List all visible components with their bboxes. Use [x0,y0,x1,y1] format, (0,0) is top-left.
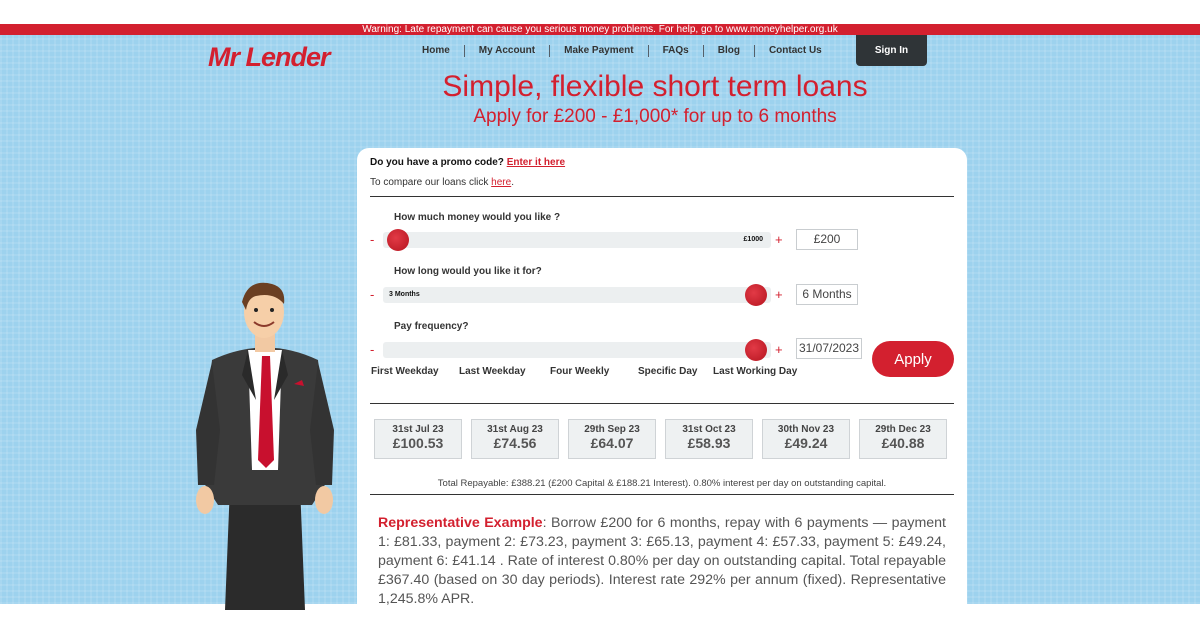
compare-suffix: . [511,177,514,188]
term-decrease-button[interactable]: - [370,287,375,302]
amount-max-label: £1000 [743,236,763,243]
payment-amount: £64.07 [590,435,634,451]
enter-promo-link[interactable]: Enter it here [506,157,566,168]
term-min-label: 3 Months [389,291,420,298]
representative-example [378,514,946,609]
divider [370,494,954,495]
term-question: How long would you like it for? [394,266,542,277]
frequency-increase-button[interactable]: + [775,342,783,357]
amount-increase-button[interactable]: + [775,232,783,247]
term-value-field[interactable]: 6 Months [796,284,858,305]
sign-in-button[interactable]: Sign In [856,35,927,66]
nav-make-payment[interactable]: Make Payment [550,45,648,57]
nav-contact-us[interactable]: Contact Us [768,45,822,56]
nav-home[interactable]: Home [408,45,465,57]
freq-option-four-weekly[interactable]: Four Weekly [550,366,610,377]
mascot-businessman-illustration [190,280,340,610]
freq-option-last-working-day[interactable]: Last Working Day [713,366,798,377]
term-slider-track[interactable] [383,287,771,303]
amount-value-field[interactable]: £200 [796,229,858,250]
total-repayable-text: Total Repayable: £388.21 (£200 Capital & £188.21 Interest). 0.80% interest per day on outstanding capital. [437,478,887,489]
compare-loans-link[interactable]: here [491,177,512,188]
payment-amount: £100.53 [392,435,444,451]
payment-schedule [374,419,947,459]
main-nav [408,45,836,57]
amount-slider-handle[interactable] [387,229,409,251]
frequency-slider-track[interactable] [383,342,771,358]
payment-date: 29th Dec 23 [875,424,931,435]
payment-date: 31st Jul 23 [392,424,444,435]
amount-slider-track[interactable] [383,232,771,248]
payment-tile [568,419,656,459]
freq-option-first-weekday[interactable]: First Weekday [371,366,439,377]
nav-blog[interactable]: Blog [704,45,755,57]
nav-faqs[interactable]: FAQs [649,45,704,57]
apply-button[interactable]: Apply [872,341,954,377]
promo-question: Do you have a promo code? [370,157,504,168]
page-subheadline: Apply for £200 - £1,000* for up to 6 months [473,106,837,127]
compare-label: To compare our loans click [370,177,489,188]
frequency-date-field[interactable]: 31/07/2023 [796,338,862,359]
frequency-decrease-button[interactable]: - [370,342,375,357]
frequency-slider-handle[interactable] [745,339,767,361]
payment-amount: £49.24 [784,435,828,451]
freq-option-last-weekday[interactable]: Last Weekday [459,366,526,377]
payment-date: 30th Nov 23 [777,424,835,435]
amount-decrease-button[interactable]: - [370,232,375,247]
loan-calculator-card [357,148,967,618]
payment-date: 31st Oct 23 [682,424,736,435]
nav-my-account[interactable]: My Account [465,45,550,57]
page-headline: Simple, flexible short term loans [442,70,868,103]
warning-banner: Warning: Late repayment can cause you serious money problems. For help, go to www.moneyhelper.org.uk [0,24,1200,35]
payment-tile [665,419,753,459]
term-slider-handle[interactable] [745,284,767,306]
divider [370,403,954,404]
freq-option-specific-day[interactable]: Specific Day [638,366,698,377]
term-increase-button[interactable]: + [775,287,783,302]
payment-date: 31st Aug 23 [487,424,543,435]
mr-lender-logo[interactable]: Mr Lender [208,42,330,72]
payment-amount: £58.93 [687,435,731,451]
promo-code-prompt [370,157,565,168]
representative-example-body: : Borrow £200 for 6 months, repay with 6 payments — payment 1: £81.33, payment 2: £73.23, payment 3: £65.13, payment 4: £57.33, payment 5: £49.24, payment 6: £41.14 . Rate of interest 0.80% per day on outstanding capital. Total repayable £367.40 (based on 30 day periods). Interest rate 292% per annum (fixed). Representative 1,245.8% APR. [378,515,947,607]
payment-amount: £74.56 [493,435,537,451]
compare-loans-text [370,177,514,188]
amount-question: How much money would you like ? [394,212,561,223]
payment-amount: £40.88 [881,435,925,451]
frequency-question: Pay frequency? [394,321,469,332]
representative-example-title: Representative Example [378,515,543,531]
divider [370,196,954,197]
payment-tile [859,419,947,459]
payment-tile [374,419,462,459]
payment-date: 29th Sep 23 [584,424,640,435]
payment-tile [471,419,559,459]
payment-tile [762,419,850,459]
